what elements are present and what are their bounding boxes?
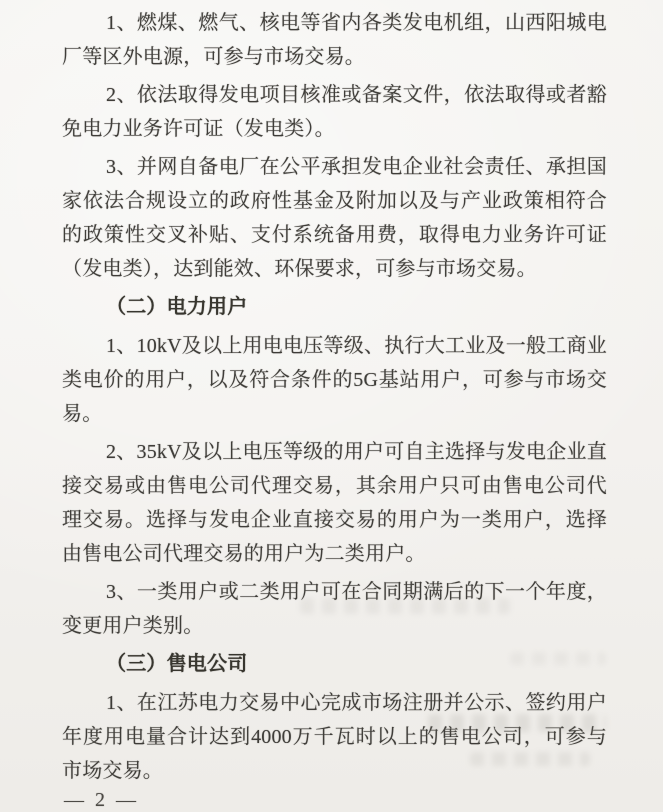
paragraph: 1、10kV及以上用电电压等级、执行大工业及一般工商业类电价的用户，以及符合条件的5G基站用户，可参与市场交易。: [62, 335, 607, 425]
paragraph: 1、燃煤、燃气、核电等省内各类发电机组，山西阳城电厂等区外电源，可参与市场交易。: [62, 12, 607, 68]
paragraph: 2、35kV及以上电压等级的用户可自主选择与发电企业直接交易或由售电公司代理交易，其余用户只可由售电公司代理交易。选择与发电企业直接交易的用户为一类用户，选择由售电公司代理交易的用户为二类用户。: [62, 441, 607, 565]
paragraph: 1、在江苏电力交易中心完成市场注册并公示、签约用户年度用电量合计达到4000万千瓦时以上的售电公司，可参与市场交易。: [62, 692, 607, 782]
paragraph: 3、并网自备电厂在公平承担发电企业社会责任、承担国家依法合规设立的政府性基金及附加以及与产业政策相符合的政策性交叉补贴、支付系统备用费，取得电力业务许可证（发电类），达到能效、环保要求，可参与市场交易。: [62, 156, 607, 280]
paragraph: 2、依法取得发电项目核准或备案文件，依法取得或者豁免电力业务许可证（发电类）。: [62, 84, 607, 140]
page-number: — 2 —: [64, 789, 139, 811]
paragraph: 3、一类用户或二类用户可在合同期满后的下一个年度，变更用户类别。: [62, 581, 607, 637]
section-heading: （二）电力用户: [106, 296, 248, 318]
section-heading: （三）售电公司: [106, 653, 248, 675]
document-body: [62, 6, 607, 788]
